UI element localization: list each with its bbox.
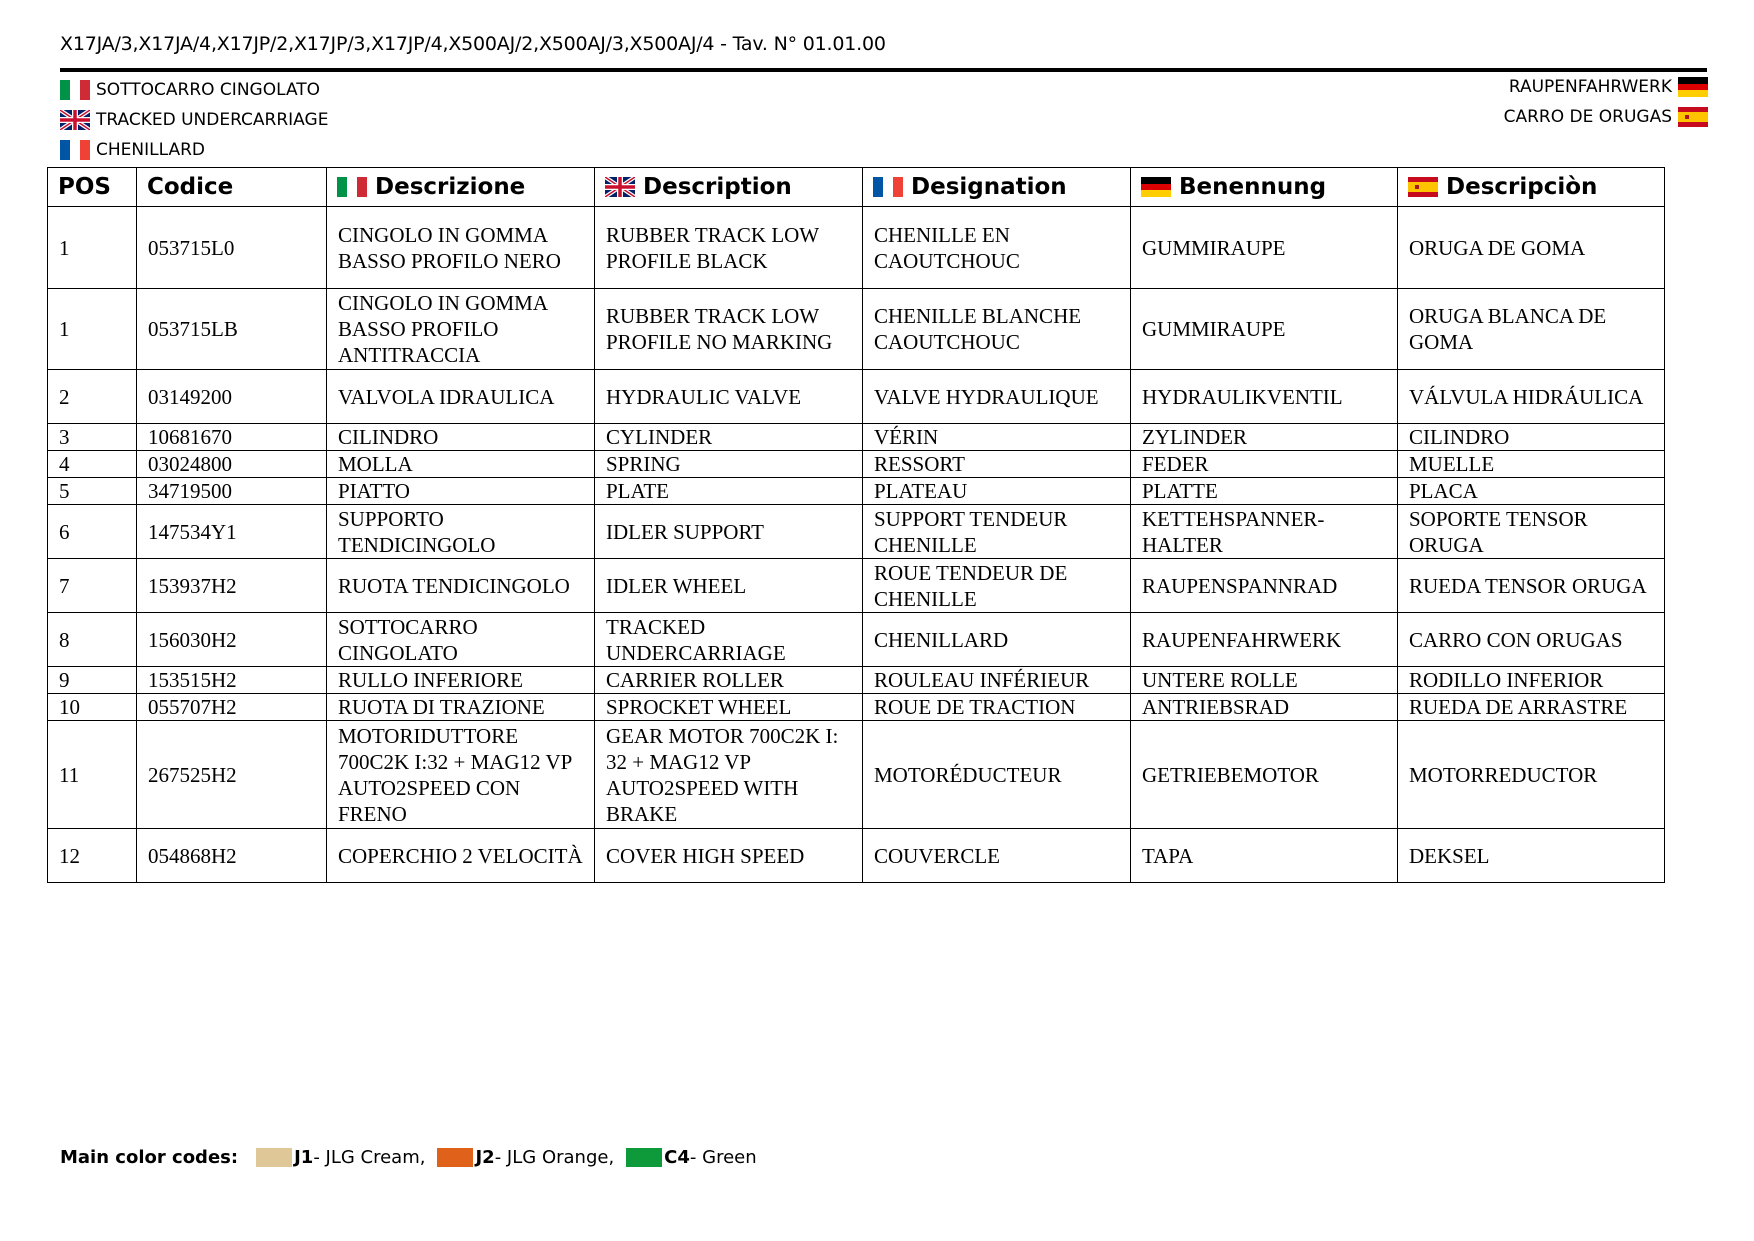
title-french (60, 140, 205, 160)
title-german-label: RAUPENFAHRWERK (1508, 77, 1672, 97)
cell-french: ROULEAU INFÉRIEUR (863, 667, 1131, 694)
cell-spanish: SOPORTE TENSOR ORUGA (1398, 505, 1665, 559)
uk-flag-icon (605, 177, 635, 197)
cell-french: PLATEAU (863, 478, 1131, 505)
cell-code: 03024800 (137, 451, 327, 478)
cell-code: 147534Y1 (137, 505, 327, 559)
color-codes-label: Main color codes: (60, 1147, 239, 1168)
cell-french: ROUE DE TRACTION (863, 694, 1131, 721)
column-header-english-label: Description (643, 174, 792, 200)
cell-german: TAPA (1131, 829, 1398, 883)
cell-french: ROUE TENDEUR DE CHENILLE (863, 559, 1131, 613)
title-german (1509, 77, 1708, 97)
cell-english: PLATE (595, 478, 863, 505)
cell-code: 156030H2 (137, 613, 327, 667)
cell-code: 03149200 (137, 370, 327, 424)
cream-color-swatch (256, 1148, 292, 1167)
cell-pos: 11 (48, 721, 137, 829)
italy-flag-icon (60, 80, 90, 100)
column-header-pos-label: POS (58, 174, 111, 200)
cell-spanish: PLACA (1398, 478, 1665, 505)
column-header-french-label: Designation (911, 174, 1067, 200)
title-english (60, 110, 328, 130)
cell-english: COVER HIGH SPEED (595, 829, 863, 883)
title-divider (60, 68, 1707, 72)
cell-code: 34719500 (137, 478, 327, 505)
document-title: X17JA/3,X17JA/4,X17JP/2,X17JP/3,X17JP/4,X500AJ/2,X500AJ/3,X500AJ/4 - Tav. N° 01.01.00 (60, 33, 886, 55)
cell-spanish: RUEDA DE ARRASTRE (1398, 694, 1665, 721)
cell-italian: SOTTOCARRO CINGOLATO (327, 613, 595, 667)
cell-pos: 9 (48, 667, 137, 694)
cell-french: VÉRIN (863, 424, 1131, 451)
cell-german: HYDRAULIKVENTIL (1131, 370, 1398, 424)
cell-code: 055707H2 (137, 694, 327, 721)
cell-french: CHENILLE EN CAOUTCHOUC (863, 207, 1131, 289)
cell-italian: CINGOLO IN GOMMA BASSO PROFILO ANTITRACCIA (327, 289, 595, 370)
color-code-name: - JLG Cream, (313, 1147, 426, 1168)
cell-spanish: ORUGA DE GOMA (1398, 207, 1665, 289)
column-header-spanish (1398, 168, 1665, 207)
germany-flag-icon (1141, 177, 1171, 197)
cell-spanish: RODILLO INFERIOR (1398, 667, 1665, 694)
color-code: C4 (664, 1147, 690, 1168)
cell-english: IDLER WHEEL (595, 559, 863, 613)
cell-french: CHENILLE BLANCHE CAOUTCHOUC (863, 289, 1131, 370)
cell-german: KETTEHSPANNER-HALTER (1131, 505, 1398, 559)
cell-italian: MOTORIDUTTORE 700C2K I:32 + MAG12 VP AUTO2SPEED CON FRENO (327, 721, 595, 829)
title-french-label: CHENILLARD (96, 140, 205, 160)
uk-flag-icon (60, 110, 90, 130)
cell-english: HYDRAULIC VALVE (595, 370, 863, 424)
table-row (48, 451, 1665, 478)
color-code: J2 (475, 1147, 495, 1168)
column-header-english (595, 168, 863, 207)
column-header-code (137, 168, 327, 207)
cell-spanish: MUELLE (1398, 451, 1665, 478)
color-code-name: - JLG Orange, (494, 1147, 615, 1168)
cell-code: 267525H2 (137, 721, 327, 829)
column-header-italian (327, 168, 595, 207)
cell-german: GETRIEBEMOTOR (1131, 721, 1398, 829)
column-header-german (1131, 168, 1398, 207)
color-codes-legend (60, 1147, 757, 1168)
cell-french: MOTORÉDUCTEUR (863, 721, 1131, 829)
table-row (48, 289, 1665, 370)
cell-code: 053715LB (137, 289, 327, 370)
column-header-spanish-label: Descripciòn (1446, 174, 1598, 200)
cell-italian: CILINDRO (327, 424, 595, 451)
cell-pos: 2 (48, 370, 137, 424)
spain-flag-icon (1408, 177, 1438, 197)
cell-code: 053715L0 (137, 207, 327, 289)
column-header-french (863, 168, 1131, 207)
cell-german: FEDER (1131, 451, 1398, 478)
cell-german: GUMMIRAUPE (1131, 289, 1398, 370)
table-row (48, 370, 1665, 424)
title-italian-label: SOTTOCARRO CINGOLATO (96, 80, 321, 100)
cell-french: COUVERCLE (863, 829, 1131, 883)
column-header-italian-label: Descrizione (375, 174, 526, 200)
cell-spanish: CARRO CON ORUGAS (1398, 613, 1665, 667)
cell-spanish: DEKSEL (1398, 829, 1665, 883)
cell-code: 153937H2 (137, 559, 327, 613)
cell-german: ANTRIEBSRAD (1131, 694, 1398, 721)
table-row (48, 829, 1665, 883)
cell-german: ZYLINDER (1131, 424, 1398, 451)
column-header-german-label: Benennung (1179, 174, 1327, 200)
title-spanish-label: CARRO DE ORUGAS (1503, 107, 1672, 127)
cell-german: GUMMIRAUPE (1131, 207, 1398, 289)
cell-german: PLATTE (1131, 478, 1398, 505)
cell-english: CARRIER ROLLER (595, 667, 863, 694)
color-code: J1 (294, 1147, 314, 1168)
cell-english: TRACKED UNDERCARRIAGE (595, 613, 863, 667)
table-row (48, 694, 1665, 721)
cell-english: SPROCKET WHEEL (595, 694, 863, 721)
table-row (48, 721, 1665, 829)
cell-code: 10681670 (137, 424, 327, 451)
cell-english: RUBBER TRACK LOW PROFILE NO MARKING (595, 289, 863, 370)
cell-english: SPRING (595, 451, 863, 478)
table-row (48, 559, 1665, 613)
italy-flag-icon (337, 177, 367, 197)
table-row (48, 424, 1665, 451)
cell-italian: SUPPORTO TENDICINGOLO (327, 505, 595, 559)
cell-code: 153515H2 (137, 667, 327, 694)
cell-german: RAUPENSPANNRAD (1131, 559, 1398, 613)
table-row (48, 207, 1665, 289)
cell-spanish: ORUGA BLANCA DE GOMA (1398, 289, 1665, 370)
france-flag-icon (873, 177, 903, 197)
cell-spanish: VÁLVULA HIDRÁULICA (1398, 370, 1665, 424)
table-row (48, 613, 1665, 667)
spain-flag-icon (1678, 107, 1708, 127)
cell-pos: 4 (48, 451, 137, 478)
cell-pos: 3 (48, 424, 137, 451)
cell-italian: RUOTA TENDICINGOLO (327, 559, 595, 613)
column-header-pos (48, 168, 137, 207)
cell-spanish: RUEDA TENSOR ORUGA (1398, 559, 1665, 613)
color-code-name: - Green (689, 1147, 757, 1168)
cell-english: IDLER SUPPORT (595, 505, 863, 559)
cell-english: RUBBER TRACK LOW PROFILE BLACK (595, 207, 863, 289)
cell-pos: 1 (48, 207, 137, 289)
title-spanish (1504, 107, 1708, 127)
cell-german: RAUPENFAHRWERK (1131, 613, 1398, 667)
cell-french: RESSORT (863, 451, 1131, 478)
cell-french: SUPPORT TENDEUR CHENILLE (863, 505, 1131, 559)
cell-french: CHENILLARD (863, 613, 1131, 667)
cell-pos: 8 (48, 613, 137, 667)
cell-pos: 5 (48, 478, 137, 505)
table-header-row (48, 168, 1665, 207)
cell-italian: VALVOLA IDRAULICA (327, 370, 595, 424)
title-english-label: TRACKED UNDERCARRIAGE (96, 110, 329, 130)
cell-spanish: MOTORREDUCTOR (1398, 721, 1665, 829)
table-row (48, 505, 1665, 559)
cell-italian: RUOTA DI TRAZIONE (327, 694, 595, 721)
cell-french: VALVE HYDRAULIQUE (863, 370, 1131, 424)
cell-pos: 1 (48, 289, 137, 370)
cell-italian: MOLLA (327, 451, 595, 478)
orange-color-swatch (437, 1148, 473, 1167)
green-color-swatch (626, 1148, 662, 1167)
table-row (48, 667, 1665, 694)
germany-flag-icon (1678, 77, 1708, 97)
cell-english: CYLINDER (595, 424, 863, 451)
table-row (48, 478, 1665, 505)
cell-english: GEAR MOTOR 700C2K I: 32 + MAG12 VP AUTO2SPEED WITH BRAKE (595, 721, 863, 829)
parts-table (47, 167, 1665, 883)
cell-italian: PIATTO (327, 478, 595, 505)
column-header-code-label: Codice (147, 174, 234, 200)
cell-spanish: CILINDRO (1398, 424, 1665, 451)
title-italian (60, 80, 320, 100)
france-flag-icon (60, 140, 90, 160)
cell-pos: 6 (48, 505, 137, 559)
cell-italian: CINGOLO IN GOMMA BASSO PROFILO NERO (327, 207, 595, 289)
cell-pos: 10 (48, 694, 137, 721)
cell-german: UNTERE ROLLE (1131, 667, 1398, 694)
cell-code: 054868H2 (137, 829, 327, 883)
cell-italian: COPERCHIO 2 VELOCITÀ (327, 829, 595, 883)
cell-italian: RULLO INFERIORE (327, 667, 595, 694)
cell-pos: 7 (48, 559, 137, 613)
cell-pos: 12 (48, 829, 137, 883)
